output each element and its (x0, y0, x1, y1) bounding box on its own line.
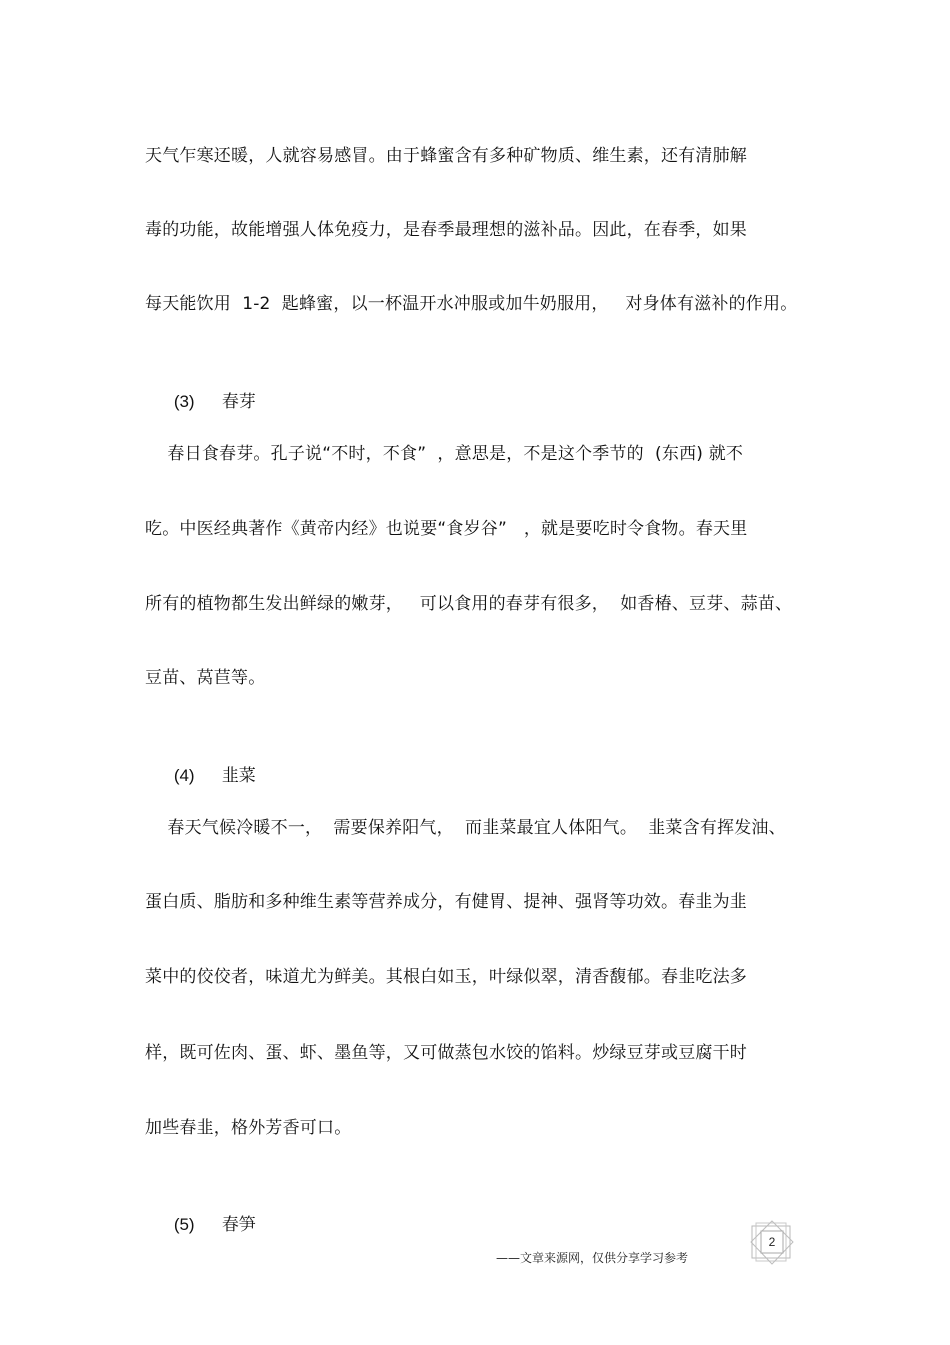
section-heading-5 (163, 1192, 256, 1236)
section-number: (4) (173, 766, 195, 785)
page-number: 2 (768, 1235, 776, 1249)
paragraph-line: 毒的功能，故能增强人体免疫力，是春季最理想的滋补品。因此，在春季，如果 (145, 220, 747, 240)
section-title: 韭菜 (221, 766, 256, 786)
paragraph-line: 天气乍寒还暖，人就容易感冒。由于蜂蜜含有多种矿物质、维生素，还有清肺解 (145, 146, 747, 166)
paragraph-line: 每天能饮用 1-2 匙蜂蜜，以一杯温开水冲服或加牛奶服用， 对身体有滋补的作用。 (145, 294, 798, 314)
section-title: 春笋 (221, 1215, 256, 1235)
section-number: (5) (173, 1215, 195, 1234)
paragraph-line: 所有的植物都生发出鲜绿的嫩芽， 可以食用的春芽有很多， 如香椿、豆芽、蒜苗、 (145, 594, 793, 614)
paragraph-line: 春日食春芽。孔子说“不时，不食” ，意思是，不是这个季节的 (东西) 就不 (145, 444, 744, 464)
paragraph-line: 加些春韭，格外芳香可口。 (145, 1118, 352, 1138)
section-number: (3) (173, 392, 195, 411)
paragraph-line: 豆苗、莴苣等。 (145, 668, 266, 688)
section-heading-4 (163, 743, 256, 787)
paragraph-line: 吃。中医经典著作《黄帝内经》也说要“食岁谷” ，就是要吃时令食物。春天里 (145, 519, 748, 539)
paragraph-line: 春天气候冷暖不一， 需要保养阳气， 而韭菜最宜人体阳气。 韭菜含有挥发油、 (145, 818, 786, 838)
page-number-badge (748, 1220, 796, 1266)
section-heading-3 (163, 369, 256, 413)
paragraph-line: 菜中的佼佼者，味道尤为鲜美。其根白如玉，叶绿似翠，清香馥郁。春韭吃法多 (145, 967, 747, 987)
section-title: 春芽 (221, 392, 256, 412)
paragraph-line: 样，既可佐肉、蛋、虾、墨鱼等，又可做蒸包水饺的馅料。炒绿豆芽或豆腐干时 (145, 1043, 747, 1063)
footer-source-text: ——文章来源网，仅供分享学习参考 (496, 1251, 689, 1265)
paragraph-line: 蛋白质、脂肪和多种维生素等营养成分，有健胃、提神、强肾等功效。春韭为韭 (145, 892, 747, 912)
